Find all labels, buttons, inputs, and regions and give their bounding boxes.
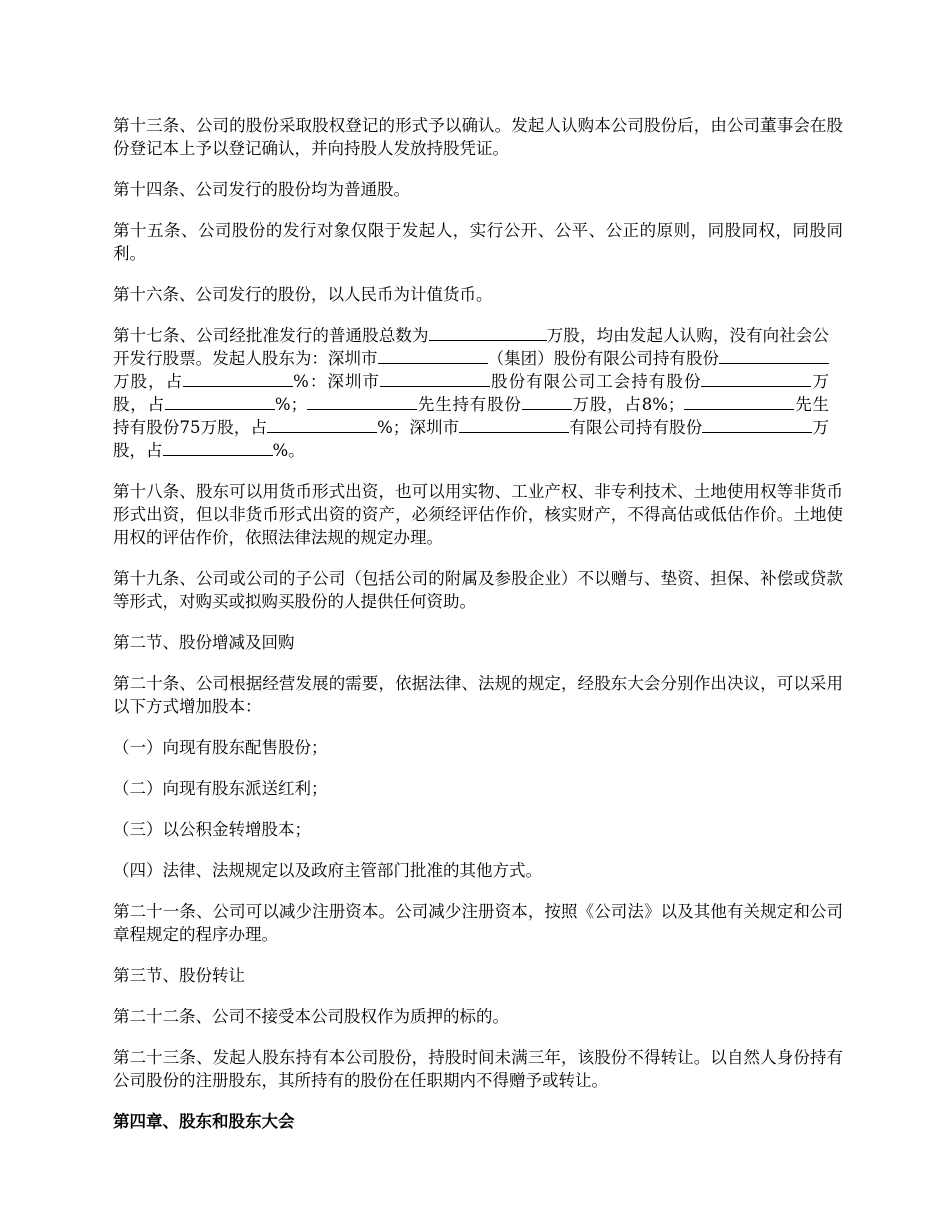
fill-blank[interactable] xyxy=(183,371,293,387)
article-14: 第十四条、公司发行的股份均为普通股。 xyxy=(113,180,410,199)
fill-blank[interactable] xyxy=(380,371,490,387)
article-13: 第十三条、公司的股份采取股权登记的形式予以确认。发起人认购本公司股份后，由公司董事会在股份登记本上予以登记确认，并向持股人发放持股凭证。 xyxy=(113,116,843,158)
fill-blank[interactable] xyxy=(701,371,811,387)
fill-blank[interactable] xyxy=(165,394,275,410)
fill-blank[interactable] xyxy=(307,394,417,410)
fill-blank[interactable] xyxy=(719,348,829,364)
section-2-title: 第二节、股份增减及回购 xyxy=(113,633,295,652)
article-20: 第二十条、公司根据经营发展的需要，依据法律、法规的规定，经股东大会分别作出决议，可以采用以下方式增加股本： xyxy=(113,674,843,716)
article-17-text: 先生持有股份75万股，占 xyxy=(113,395,830,437)
fill-blank[interactable] xyxy=(702,417,812,433)
fill-blank[interactable] xyxy=(429,325,547,341)
article-17-text: %；深圳市 xyxy=(377,418,460,437)
article-17-text: 万股，占 xyxy=(113,372,830,414)
article-17-text: 先生持有股份 xyxy=(417,395,522,414)
list-item-1: （一）向现有股东配售股份； xyxy=(113,738,328,757)
article-17-text: %； xyxy=(274,395,308,414)
fill-blank[interactable] xyxy=(163,440,273,456)
list-item-2: （二）向现有股东派送红利； xyxy=(113,779,328,798)
article-17-text: 万股，占 xyxy=(113,418,830,460)
document-page xyxy=(113,114,843,1133)
article-21: 第二十一条、公司可以减少注册资本。公司减少注册资本，按照《公司法》以及其他有关规定和公司章程规定的程序办理。 xyxy=(113,902,843,944)
article-23: 第二十三条、发起人股东持有本公司股份，持股时间未满三年，该股份不得转让。以自然人身份持有公司股份的注册股东，其所持有的股份在任职期内不得赠予或转让。 xyxy=(113,1048,843,1090)
chapter-4-heading: 第四章、股东和股东大会 xyxy=(113,1112,295,1131)
list-item-3: （三）以公积金转增股本； xyxy=(113,820,311,839)
article-16: 第十六条、公司发行的股份，以人民币为计值货币。 xyxy=(113,285,493,304)
article-19: 第十九条、公司或公司的子公司（包括公司的附属及参股企业）不以赠与、垫资、担保、补偿或贷款等形式，对购买或拟购买股份的人提供任何资助。 xyxy=(113,569,843,611)
fill-blank[interactable] xyxy=(267,417,377,433)
article-17-text: （集团）股份有限公司持有股份 xyxy=(487,349,720,368)
fill-blank[interactable] xyxy=(684,394,794,410)
fill-blank[interactable] xyxy=(522,394,572,410)
list-item-4: （四）法律、法规规定以及政府主管部门批准的其他方式。 xyxy=(113,861,542,880)
fill-blank[interactable] xyxy=(378,348,488,364)
article-22: 第二十二条、公司不接受本公司股权作为质押的标的。 xyxy=(113,1007,509,1026)
section-3-title: 第三节、股份转让 xyxy=(113,966,245,985)
fill-blank[interactable] xyxy=(459,417,569,433)
article-17-text: 有限公司持有股份 xyxy=(569,418,703,437)
article-17-text: 第十七条、公司经批准发行的普通股总数为 xyxy=(113,326,429,345)
article-17-text: 股份有限公司工会持有股份 xyxy=(490,372,702,391)
article-17-text: 万股，均由发起人认购，没有向社会公开发行股票。发起人股东为：深圳市 xyxy=(113,326,830,368)
article-18: 第十八条、股东可以用货币形式出资，也可以用实物、工业产权、非专利技术、土地使用权等非货币形式出资，但以非货币形式出资的资产，必须经评估作价，核实财产，不得高估或低估作价。土地使用权的评估作价，依照法律法规的规定办理。 xyxy=(113,482,843,547)
article-17-text: %：深圳市 xyxy=(293,372,381,391)
article-17-text: 万股，占 xyxy=(113,372,184,391)
article-17-text: 万股，占8%； xyxy=(571,395,685,414)
article-17-text: %。 xyxy=(272,441,305,460)
article-17 xyxy=(113,324,843,462)
article-15: 第十五条、公司股份的发行对象仅限于发起人，实行公开、公平、公正的原则，同股同权，同股同利。 xyxy=(113,221,843,263)
